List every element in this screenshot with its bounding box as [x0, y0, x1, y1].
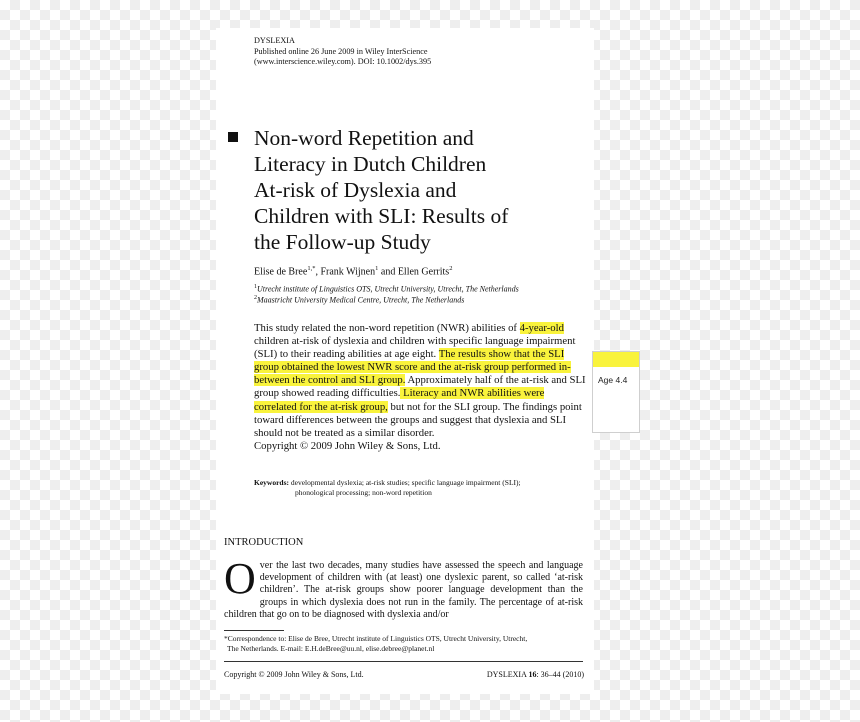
affiliations [254, 283, 519, 305]
keywords [254, 478, 586, 498]
affiliation-number: 1 [254, 284, 257, 290]
author-separator: and [378, 266, 398, 278]
footer-journal: DYSLEXIA [486, 670, 527, 679]
paper-page [216, 28, 594, 694]
author-list [254, 265, 452, 277]
author-affiliation-mark: 2 [449, 265, 453, 272]
abstract-text: Approximately half of the at-risk and SLI group showed reading difficulties. [254, 374, 586, 400]
abstract-text: children at-risk of dyslexia and children with specific language impairment (SLI) to their reading abilities at age eight. [254, 335, 576, 361]
introduction-body [224, 554, 583, 621]
author-name: Frank Wijnen [320, 266, 376, 278]
annotation-highlight-bar [593, 352, 639, 367]
footer-pages: : 36–44 (2010) [536, 670, 584, 679]
section-heading: INTRODUCTION [224, 537, 304, 548]
footnote-divider [224, 630, 284, 631]
doi-line: (www.interscience.wiley.com). DOI: 10.1002/dys.395 [254, 57, 432, 66]
abstract-text: but not for the SLI group. The findings point toward differences between the groups and suggest that dyslexia and SLI should not be treated as a similar disorder. [254, 400, 582, 439]
keywords-label: Keywords: [254, 478, 289, 487]
title-bullet-icon [228, 132, 238, 142]
title-line: the Follow-up Study [254, 230, 431, 254]
footer-copyright: Copyright © 2009 John Wiley & Sons, Ltd. [224, 670, 364, 679]
affiliation-line [254, 283, 519, 294]
keywords-text: developmental dyslexia; at-risk studies; specific language impairment (SLI); [289, 478, 521, 487]
title-line: At-risk of Dyslexia and [254, 178, 457, 202]
footer-volume: 16 [528, 670, 537, 679]
keywords-line [254, 478, 586, 488]
title-line: Children with SLI: Results of [254, 204, 509, 228]
footnote [224, 634, 584, 653]
publication-line: Published online 26 June 2009 in Wiley InterScience [254, 46, 428, 56]
highlighted-text[interactable]: The results show that the SLI group obtained the lowest NWR score and the at-risk group performed in-between the control and SLI group. [254, 348, 571, 387]
affiliation-number: 2 [254, 295, 257, 302]
abstract [254, 322, 586, 453]
footnote-line: The Netherlands. E-mail: E.H.deBree@uu.nl, elise.debree@planet.nl [227, 643, 435, 653]
affiliation-line [254, 294, 519, 305]
highlighted-text[interactable]: Literacy and NWR abilities were correlated for the at-risk group, [254, 387, 545, 413]
affiliation-text: Utrecht institute of Linguistics OTS, Utrecht University, Utrecht, The Netherlands [257, 284, 519, 294]
author-separator: , [315, 266, 321, 278]
footnote-line: *Correspondence to: Elise de Bree, Utrecht institute of Linguistics OTS, Utrecht University, Utrecht, [224, 634, 528, 643]
journal-header [254, 36, 431, 68]
introduction-text: ver the last two decades, many studies have assessed the speech and language development of children with (at least) one dyslexic parent, so called ‘at-risk children’. The at-risk groups show poorer language development than the groups in which dyslexia does not run in the family. The percentage of at-risk children that go on to be diagnosed with dyslexia and/or [224, 560, 583, 620]
title-line: Non-word Repetition and [254, 126, 474, 150]
journal-name: DYSLEXIA [254, 36, 295, 45]
keywords-text: phonological processing; non-word repetition [295, 488, 432, 497]
abstract-text: This study related the non-word repetition (NWR) abilities of [254, 322, 520, 334]
affiliation-text: Maastricht University Medical Centre, Utrecht, The Netherlands [257, 295, 465, 305]
abstract-copyright: Copyright © 2009 John Wiley & Sons, Ltd. [254, 439, 441, 452]
title-line: Literacy in Dutch Children [254, 152, 487, 176]
author-affiliation-mark: 1,* [307, 265, 316, 272]
author-name: Ellen Gerrits [397, 266, 450, 278]
annotation-text: Age 4.4 [598, 375, 628, 385]
paper-title [254, 125, 584, 255]
footer-divider [224, 661, 583, 662]
author-name: Elise de Bree [254, 266, 308, 278]
footer-citation [487, 670, 584, 679]
drop-cap: O [224, 554, 256, 603]
highlighted-text[interactable]: 4-year-old [519, 322, 564, 334]
annotation-note[interactable] [592, 351, 640, 433]
author-affiliation-mark: 1 [375, 265, 379, 272]
